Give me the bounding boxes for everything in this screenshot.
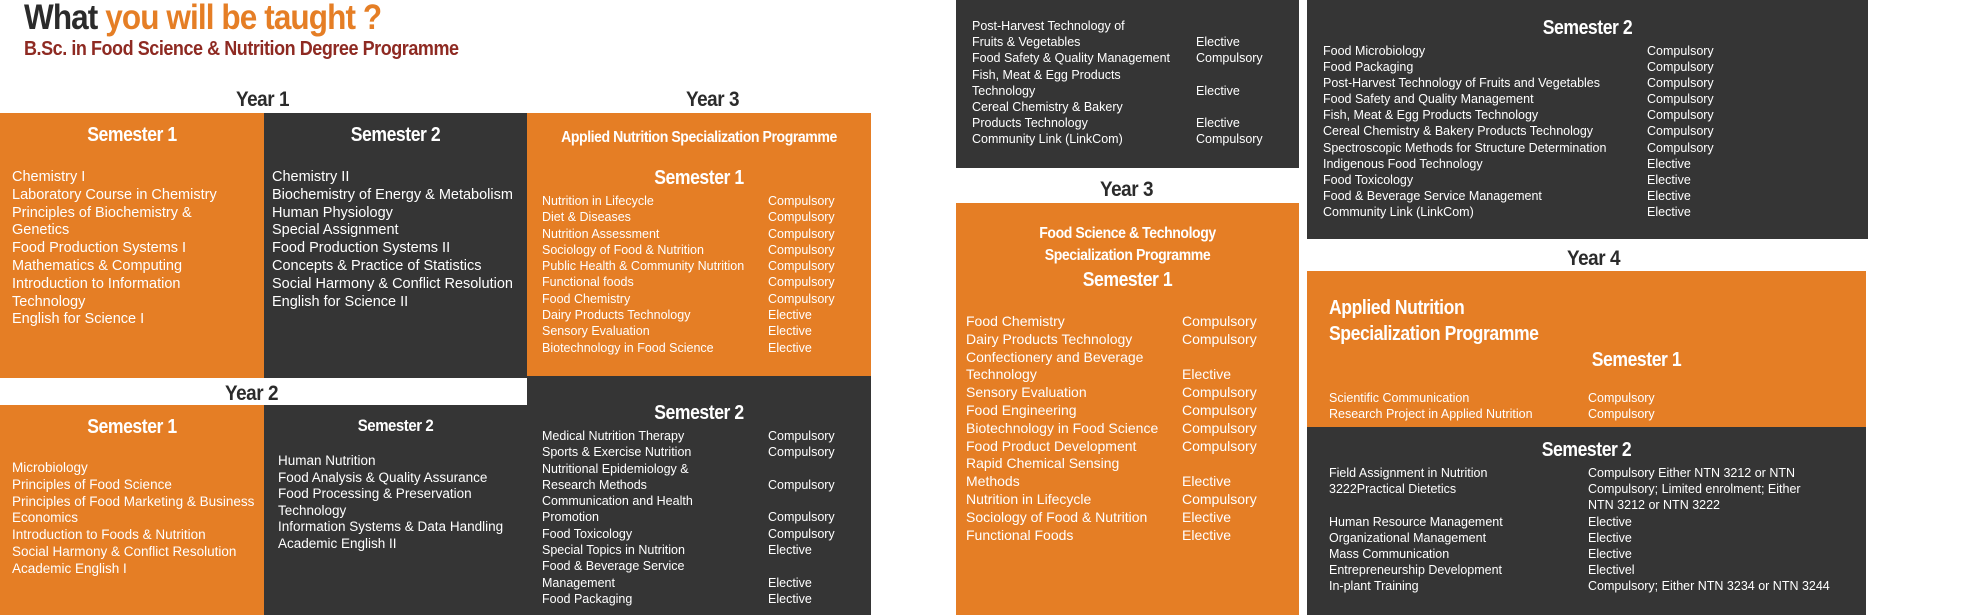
course-status: Elective xyxy=(1182,508,1232,525)
course-status: Elective xyxy=(768,543,812,558)
course-item: Economics xyxy=(12,510,79,526)
year4-sem2-title: Semester 2 xyxy=(1541,439,1632,461)
course-row xyxy=(1329,465,1830,514)
course-item: English for Science II xyxy=(272,293,409,310)
course-name: Functional foods xyxy=(542,275,634,290)
year1-sem2-title: Semester 2 xyxy=(350,124,441,146)
year2-sem1-title: Semester 1 xyxy=(87,416,177,438)
course-status: Compulsory xyxy=(768,477,835,492)
fst-sem2-course-list xyxy=(1323,43,1714,220)
course-row xyxy=(542,209,835,225)
course-row xyxy=(1323,43,1714,59)
course-name: Sociology of Food & Nutrition xyxy=(966,508,1148,525)
course-item: Social Harmony & Conflict Resolution xyxy=(272,275,513,292)
course-name: In-plant Training xyxy=(1329,579,1419,594)
course-status: Compulsory xyxy=(768,445,835,460)
course-name: Post-Harvest Technology of Fruits & Vegetables xyxy=(972,19,1125,50)
course-name: Sports & Exercise Nutrition xyxy=(542,445,692,460)
year3-nutrition-program-title: Applied Nutrition Specialization Programme xyxy=(561,129,837,146)
course-name: Food Packaging xyxy=(542,591,633,606)
course-row xyxy=(1323,140,1714,156)
course-item: Food Analysis & Quality Assurance xyxy=(278,469,488,485)
course-item: Biochemistry of Energy & Metabolism xyxy=(272,186,513,203)
course-item: Laboratory Course in Chemistry xyxy=(12,186,217,203)
course-name: Confectionery and Beverage Technology xyxy=(966,348,1144,383)
course-item: Technology xyxy=(12,293,86,310)
course-row xyxy=(542,461,835,494)
year1-sem1-course-list xyxy=(12,169,217,329)
year2-sem2-panel xyxy=(264,405,527,615)
course-row xyxy=(542,444,835,460)
year3-nutrition-sem2-panel xyxy=(527,376,871,615)
course-name: Sensory Evaluation xyxy=(542,324,650,339)
course-row xyxy=(1323,59,1714,75)
course-row xyxy=(1329,530,1830,546)
course-name: Nutrition Assessment xyxy=(542,226,660,241)
course-row xyxy=(1329,546,1830,562)
course-status: Compulsory xyxy=(768,259,835,274)
year1-sem1-panel xyxy=(0,113,264,378)
course-name: Food Packaging xyxy=(1323,60,1414,75)
course-row xyxy=(542,226,835,242)
course-status: Elective xyxy=(1196,116,1240,131)
course-name: Functional Foods xyxy=(966,526,1074,543)
course-name: Biotechnology in Food Science xyxy=(966,419,1159,436)
fst-sem2-title: Semester 2 xyxy=(1542,17,1633,39)
course-item: Principles of Biochemistry & xyxy=(12,204,192,221)
course-status: Compulsory xyxy=(768,291,835,306)
course-row xyxy=(542,258,835,274)
course-name: Communication and Health Promotion xyxy=(542,494,693,525)
course-row xyxy=(542,558,835,591)
course-status: Elective xyxy=(768,340,812,355)
course-status: Compulsory xyxy=(768,510,835,525)
page-subtitle: B.Sc. in Food Science & Nutrition Degree Programme xyxy=(24,38,459,60)
year2-sem2-title: Semester 2 xyxy=(357,416,434,435)
course-name: Fish, Meat & Egg Products Technology xyxy=(1323,108,1539,123)
course-row xyxy=(1329,406,1655,422)
course-name: Dairy Products Technology xyxy=(542,308,691,323)
year2-sem2-course-list xyxy=(278,453,503,552)
course-row xyxy=(966,455,1257,491)
course-status: Elective xyxy=(768,575,812,590)
course-name: Sensory Evaluation xyxy=(966,384,1087,401)
course-status: Compulsory xyxy=(1647,140,1714,155)
course-item: Food Production Systems I xyxy=(12,240,187,257)
course-item: Principles of Food Marketing & Business xyxy=(12,493,255,509)
course-name: Human Resource Management xyxy=(1329,514,1503,529)
course-row xyxy=(966,331,1257,349)
course-status: Elective xyxy=(1588,530,1632,545)
fst-sem2-panel xyxy=(1307,0,1868,239)
year1-sem2-course-list xyxy=(272,169,513,311)
year1-sem2-panel xyxy=(264,113,527,378)
course-status: Compulsory xyxy=(1182,490,1257,507)
course-name: Cereal Chemistry & Bakery Products Technology xyxy=(972,100,1123,131)
course-row xyxy=(542,323,835,339)
year3-fst-program-line2: Specialization Programme xyxy=(1044,247,1211,264)
course-row xyxy=(1329,578,1830,594)
course-row xyxy=(542,307,835,323)
course-status: Elective xyxy=(1196,83,1240,98)
course-name: Nutrition in Lifecycle xyxy=(542,194,654,208)
course-row xyxy=(1323,107,1714,123)
year3-nutrition-sem1-course-list xyxy=(542,193,835,356)
course-status: Compulsory xyxy=(768,194,835,208)
course-status: Elective xyxy=(1182,366,1232,383)
course-status: Compulsory Either NTN 3212 or NTN Compulsory; Limited enrolment; Either NTN 3212 or NTN 3222 xyxy=(1588,466,1801,513)
course-status: Elective xyxy=(768,324,812,339)
course-status: Compulsory xyxy=(1182,330,1257,347)
course-row xyxy=(966,402,1257,420)
course-status: Compulsory xyxy=(1647,76,1714,91)
course-status: Compulsory xyxy=(768,242,835,257)
course-status: Compulsory xyxy=(1196,51,1263,66)
course-name: Diet & Diseases xyxy=(542,210,631,225)
course-status: Compulsory xyxy=(768,226,835,241)
course-status: Elective xyxy=(1588,547,1632,562)
course-row xyxy=(972,50,1263,66)
course-row xyxy=(1329,562,1830,578)
course-status: Elective xyxy=(768,308,812,323)
course-item: Introduction to Information xyxy=(12,275,181,292)
year4-program-line1: Applied Nutrition xyxy=(1329,297,1465,319)
course-item: Mathematics & Computing xyxy=(12,257,183,274)
course-item: Academic English I xyxy=(12,560,127,576)
course-item: English for Science I xyxy=(12,311,145,328)
year4-program-line2: Specialization Programme xyxy=(1329,323,1539,345)
course-name: Special Topics in Nutrition xyxy=(542,543,685,558)
course-row xyxy=(1323,123,1714,139)
year3-nutrition-sem2-title: Semester 2 xyxy=(654,402,744,424)
course-row xyxy=(1323,75,1714,91)
fst-continued-course-list xyxy=(972,18,1263,148)
course-item: Technology xyxy=(278,502,347,518)
course-row xyxy=(1323,156,1714,172)
course-row xyxy=(542,591,835,607)
course-status: Elective xyxy=(1647,156,1691,171)
year4-program-title xyxy=(1329,295,1539,347)
course-status: Compulsory; Either NTN 3234 or NTN 3244 xyxy=(1588,579,1830,594)
course-status: Compulsory xyxy=(1647,108,1714,123)
course-item: Food Production Systems II xyxy=(272,240,451,257)
year3-nutrition-panel xyxy=(527,113,871,376)
course-row xyxy=(966,384,1257,402)
course-name: Food Microbiology xyxy=(1323,44,1426,58)
course-status: Compulsory xyxy=(1647,44,1714,58)
course-item: Introduction to Foods & Nutrition xyxy=(12,527,206,543)
course-status: Compulsory xyxy=(1182,384,1257,401)
year2-sem1-panel xyxy=(0,405,264,615)
course-item: Principles of Food Science xyxy=(12,476,172,492)
course-row xyxy=(1323,91,1714,107)
course-name: Nutritional Epidemiology & Research Methods xyxy=(542,461,689,492)
course-row xyxy=(1323,172,1714,188)
course-name: Rapid Chemical Sensing Methods xyxy=(966,455,1120,490)
course-status: Electivel xyxy=(1588,563,1635,578)
course-row xyxy=(972,18,1263,50)
year4-label: Year 4 xyxy=(1567,247,1621,270)
course-row xyxy=(542,274,835,290)
course-item: Chemistry II xyxy=(272,169,350,185)
course-name: Food Chemistry xyxy=(542,291,631,306)
course-status: Compulsory xyxy=(1647,92,1714,107)
course-status: Compulsory xyxy=(1182,401,1257,418)
course-status: Elective xyxy=(1196,35,1240,50)
course-name: Field Assignment in Nutrition 3222Practical Dietetics xyxy=(1329,466,1488,497)
course-row xyxy=(542,242,835,258)
course-row xyxy=(972,67,1263,99)
course-item: Food Processing & Preservation xyxy=(278,486,472,501)
year2-label: Year 2 xyxy=(225,382,279,405)
course-row xyxy=(966,527,1257,545)
year4-sem1-course-list xyxy=(1329,390,1655,422)
course-row xyxy=(966,509,1257,527)
course-status: Compulsory xyxy=(1647,60,1714,75)
course-name: Sociology of Food & Nutrition xyxy=(542,242,704,257)
course-name: Food Safety and Quality Management xyxy=(1323,92,1534,107)
title-orange-part: you will be taught ? xyxy=(105,0,382,37)
course-row xyxy=(966,420,1257,438)
page-title xyxy=(24,0,381,38)
year3-fst-label: Year 3 xyxy=(1100,178,1154,201)
course-row xyxy=(966,313,1257,331)
year4-sem1-title: Semester 1 xyxy=(1591,349,1682,371)
course-item: Chemistry I xyxy=(12,169,86,185)
course-name: Medical Nutrition Therapy xyxy=(542,429,685,443)
course-name: Biotechnology in Food Science xyxy=(542,340,714,355)
course-name: Community Link (LinkCom) xyxy=(1323,204,1474,219)
course-row xyxy=(542,526,835,542)
course-row xyxy=(542,493,835,526)
year4-sem1-panel xyxy=(1307,271,1866,427)
course-item: Social Harmony & Conflict Resolution xyxy=(12,543,237,559)
year3-fst-program-line1: Food Science & Technology xyxy=(1039,225,1216,242)
course-status: Compulsory xyxy=(1647,124,1714,139)
course-name: Dairy Products Technology xyxy=(966,330,1133,347)
course-name: Food Safety & Quality Management xyxy=(972,51,1171,66)
course-status: Elective xyxy=(768,591,812,606)
fst-continued-panel xyxy=(956,0,1299,168)
course-status: Compulsory xyxy=(1196,132,1263,147)
course-name: Food & Beverage Service Management xyxy=(1323,188,1542,203)
course-item: Concepts & Practice of Statistics xyxy=(272,257,482,274)
course-name: Food & Beverage Service Management xyxy=(542,559,685,590)
course-name: Research Project in Applied Nutrition xyxy=(1329,407,1533,421)
course-status: Compulsory xyxy=(768,275,835,290)
course-name: Food Product Development xyxy=(966,437,1137,454)
course-row xyxy=(542,542,835,558)
course-status: Compulsory xyxy=(1182,437,1257,454)
course-name: Public Health & Community Nutrition xyxy=(542,259,745,274)
course-name: Nutrition in Lifecycle xyxy=(966,490,1092,507)
course-item: Human Physiology xyxy=(272,204,393,221)
course-row xyxy=(966,349,1257,385)
course-item: Academic English II xyxy=(278,535,397,551)
course-name: Mass Communication xyxy=(1329,547,1450,562)
course-status: Compulsory xyxy=(1182,313,1257,329)
course-status: Elective xyxy=(1647,204,1691,219)
course-name: Spectroscopic Methods for Structure Determination xyxy=(1323,140,1607,155)
course-row xyxy=(542,291,835,307)
year1-label: Year 1 xyxy=(236,88,290,111)
course-item: Human Nutrition xyxy=(278,453,376,468)
year3-nutrition-label: Year 3 xyxy=(686,88,740,111)
year4-sem2-course-list xyxy=(1329,465,1830,595)
course-row xyxy=(542,340,835,356)
course-status: Compulsory xyxy=(768,210,835,225)
year1-sem1-title: Semester 1 xyxy=(87,124,177,146)
year2-sem1-course-list xyxy=(12,460,254,578)
course-row xyxy=(542,193,835,209)
course-row xyxy=(972,99,1263,131)
year3-fst-sem1-course-list xyxy=(966,313,1257,544)
course-status: Elective xyxy=(1182,473,1232,490)
course-row xyxy=(966,491,1257,509)
course-row xyxy=(542,428,835,444)
course-row xyxy=(1329,514,1830,530)
year3-fst-panel xyxy=(956,203,1299,615)
course-name: Post-Harvest Technology of Fruits and Vegetables xyxy=(1323,76,1601,91)
course-status: Elective xyxy=(1182,526,1232,543)
course-name: Indigenous Food Technology xyxy=(1323,156,1483,171)
course-name: Cereal Chemistry & Bakery Products Technology xyxy=(1323,124,1594,139)
course-status: Elective xyxy=(1588,514,1632,529)
course-row xyxy=(1323,188,1714,204)
course-name: Food Toxicology xyxy=(1323,172,1414,187)
course-row xyxy=(1323,204,1714,220)
course-name: Entrepreneurship Development xyxy=(1329,563,1503,578)
year3-fst-sem1-title: Semester 1 xyxy=(1082,269,1173,291)
course-status: Compulsory xyxy=(1588,391,1655,405)
course-row xyxy=(1329,390,1655,406)
course-status: Compulsory xyxy=(768,429,835,443)
year3-nutrition-sem1-title: Semester 1 xyxy=(654,167,744,189)
course-status: Compulsory xyxy=(768,526,835,541)
course-name: Fish, Meat & Egg Products Technology xyxy=(972,67,1121,98)
course-status: Elective xyxy=(1647,188,1691,203)
course-name: Food Engineering xyxy=(966,401,1077,418)
course-name: Food Toxicology xyxy=(542,526,633,541)
course-row xyxy=(966,438,1257,456)
course-status: Compulsory xyxy=(1588,407,1655,421)
course-name: Food Chemistry xyxy=(966,313,1065,329)
course-status: Elective xyxy=(1647,172,1691,187)
course-item: Microbiology xyxy=(12,460,88,475)
year3-nutrition-sem2-course-list xyxy=(542,428,835,607)
course-name: Community Link (LinkCom) xyxy=(972,132,1123,147)
course-item: Information Systems & Data Handling xyxy=(278,519,504,534)
title-dark-part: What xyxy=(24,0,98,37)
course-item: Genetics xyxy=(12,222,70,239)
course-name: Organizational Management xyxy=(1329,530,1487,545)
course-status: Compulsory xyxy=(1182,419,1257,436)
course-row xyxy=(972,131,1263,147)
year4-sem2-panel xyxy=(1307,427,1866,615)
course-item: Special Assignment xyxy=(272,222,399,239)
course-name: Scientific Communication xyxy=(1329,391,1470,405)
